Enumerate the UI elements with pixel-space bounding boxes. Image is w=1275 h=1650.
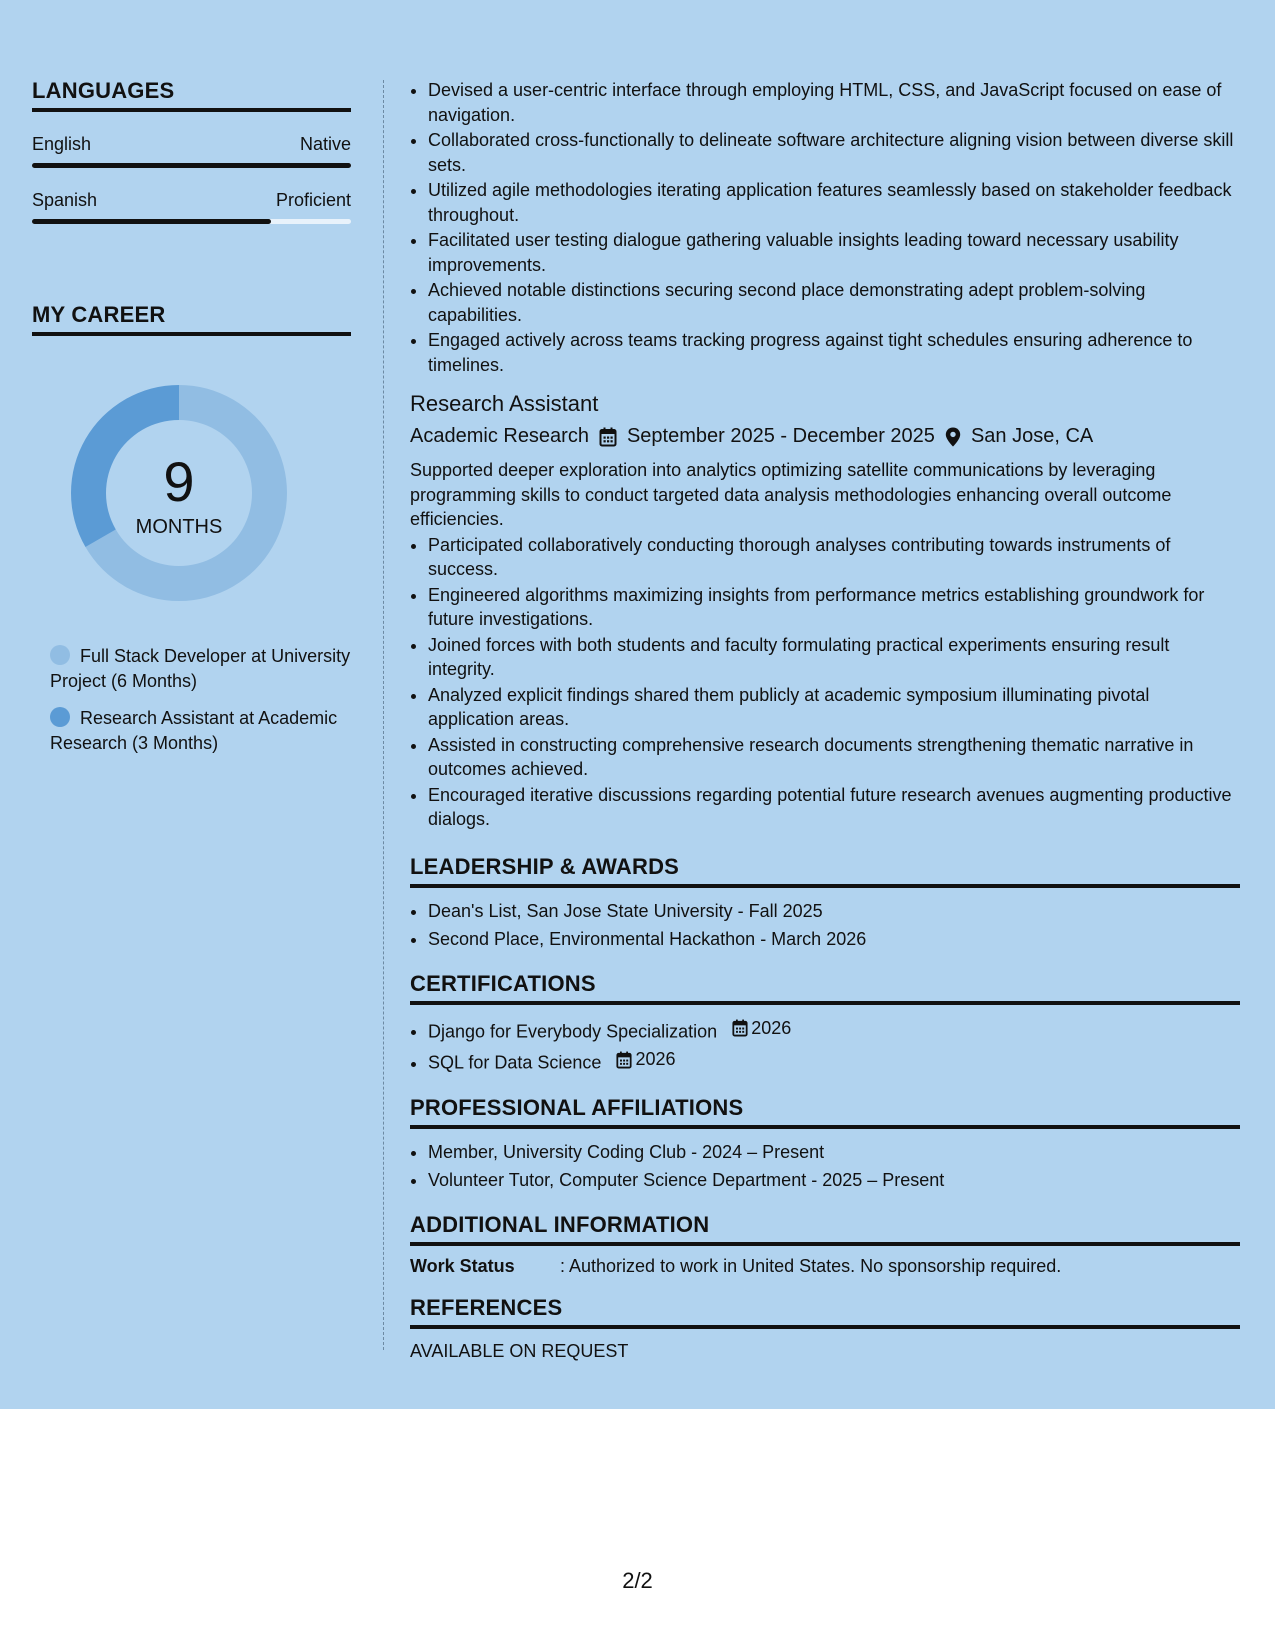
calendar-icon xyxy=(732,1019,748,1037)
language-item xyxy=(32,190,351,224)
leadership-title: LEADERSHIP & AWARDS xyxy=(410,854,1240,888)
language-level-fill xyxy=(32,163,351,168)
legend-label: Research Assistant at Academic Research (3 Months) xyxy=(50,708,338,753)
affiliations-section xyxy=(410,1095,1240,1194)
list-item: • Facilitated user testing dialogue gathering valuable insights leading toward necessary usability improvements. xyxy=(428,228,1240,277)
job-bullets xyxy=(410,533,1240,832)
job-meta xyxy=(410,425,1240,448)
calendar-icon xyxy=(599,427,617,447)
language-level-fill xyxy=(32,219,271,224)
list-item: • Collaborated cross-functionally to delineate software architecture aligning vision between diverse skill sets. xyxy=(428,128,1240,177)
references-title: REFERENCES xyxy=(410,1295,1240,1329)
list-item xyxy=(428,1046,1240,1077)
list-item: • Analyzed explicit findings shared them publicly at academic symposium illuminating pivotal application areas. xyxy=(428,683,1240,732)
list-item: • Engineered algorithms maximizing insights from performance metrics establishing groundwork for future investigations. xyxy=(428,583,1240,632)
language-level-bar xyxy=(32,163,351,168)
career-legend xyxy=(50,644,351,756)
cert-year: 2026 xyxy=(751,1017,792,1038)
job-description: Supported deeper exploration into analytics optimizing satellite communications by leveraging programming skills to conduct targeted data analysis methodologies enhancing overall outcome efficiencies. xyxy=(410,460,1172,529)
cert-name: SQL for Data Science xyxy=(428,1052,602,1073)
legend-label: Full Stack Developer at University Project (6 Months) xyxy=(50,646,351,691)
career-total-number: 9 xyxy=(163,449,195,513)
career-donut-chart xyxy=(64,378,294,608)
list-item: • Assisted in constructing comprehensive research documents strengthening thematic narrative in outcomes achieved. xyxy=(428,733,1240,782)
cert-name: Django for Everybody Specialization xyxy=(428,1021,718,1041)
calendar-icon xyxy=(616,1051,632,1069)
leadership-section xyxy=(410,854,1240,953)
job-title: Research Assistant xyxy=(410,391,599,416)
references-text: AVAILABLE ON REQUEST xyxy=(410,1340,629,1361)
job-company: Academic Research xyxy=(410,425,589,447)
legend-dot xyxy=(50,645,70,665)
list-item: • Dean's List, San Jose State University - Fall 2025 xyxy=(428,898,1240,925)
list-item: • Participated collaboratively conducting thorough analyses contributing towards instruments of success. xyxy=(428,533,1240,582)
previous-job-bullets xyxy=(410,78,1240,377)
list-item xyxy=(428,1015,1240,1046)
list-item: • Achieved notable distinctions securing second place demonstrating adept problem-solving capabilities. xyxy=(428,278,1240,327)
language-name: Spanish xyxy=(32,190,98,210)
career-total-unit: MONTHS xyxy=(135,515,223,538)
certifications-section xyxy=(410,971,1240,1077)
list-item: • Devised a user-centric interface through employing HTML, CSS, and JavaScript focused on ease of navigation. xyxy=(428,78,1240,127)
language-level: Native xyxy=(299,134,351,154)
career-title: MY CAREER xyxy=(32,302,351,336)
affiliations-title: PROFESSIONAL AFFILIATIONS xyxy=(410,1095,1240,1129)
cert-year: 2026 xyxy=(635,1049,676,1069)
additional-info-section xyxy=(410,1212,1240,1277)
work-status-label: Work Status xyxy=(410,1255,515,1276)
job-dates: September 2025 - December 2025 xyxy=(626,425,935,447)
legend-item xyxy=(50,706,351,756)
column-divider xyxy=(383,80,384,1350)
map-pin-icon xyxy=(945,427,961,447)
language-item xyxy=(32,134,351,168)
references-section xyxy=(410,1295,1240,1362)
list-item: • Encouraged iterative discussions regarding potential future research avenues augmenting productive dialogs. xyxy=(428,783,1240,832)
certifications-title: CERTIFICATIONS xyxy=(410,971,1240,1005)
legend-item xyxy=(50,644,351,694)
page-number: 2/2 xyxy=(622,1568,653,1593)
list-item: • Volunteer Tutor, Computer Science Department - 2025 – Present xyxy=(428,1167,1240,1194)
legend-dot xyxy=(50,707,70,727)
job-location: San Jose, CA xyxy=(970,425,1094,447)
list-item: • Second Place, Environmental Hackathon - March 2026 xyxy=(428,926,1240,953)
left-column xyxy=(32,78,351,768)
languages-title: LANGUAGES xyxy=(32,78,351,112)
work-status-value: : Authorized to work in United States. No sponsorship required. xyxy=(560,1255,1062,1276)
list-item: • Member, University Coding Club - 2024 – Present xyxy=(428,1139,1240,1166)
list-item: • Utilized agile methodologies iterating application features seamlessly based on stakeholder feedback throughout. xyxy=(428,178,1240,227)
right-column xyxy=(410,78,1240,1362)
language-level-bar xyxy=(32,219,351,224)
language-level: Proficient xyxy=(275,190,351,210)
list-item: • Joined forces with both students and faculty formulating practical experiments ensuring result integrity. xyxy=(428,633,1240,682)
list-item: • Engaged actively across teams tracking progress against tight schedules ensuring adherence to timelines. xyxy=(428,328,1240,377)
additional-info-title: ADDITIONAL INFORMATION xyxy=(410,1212,1240,1246)
language-name: English xyxy=(32,134,92,154)
